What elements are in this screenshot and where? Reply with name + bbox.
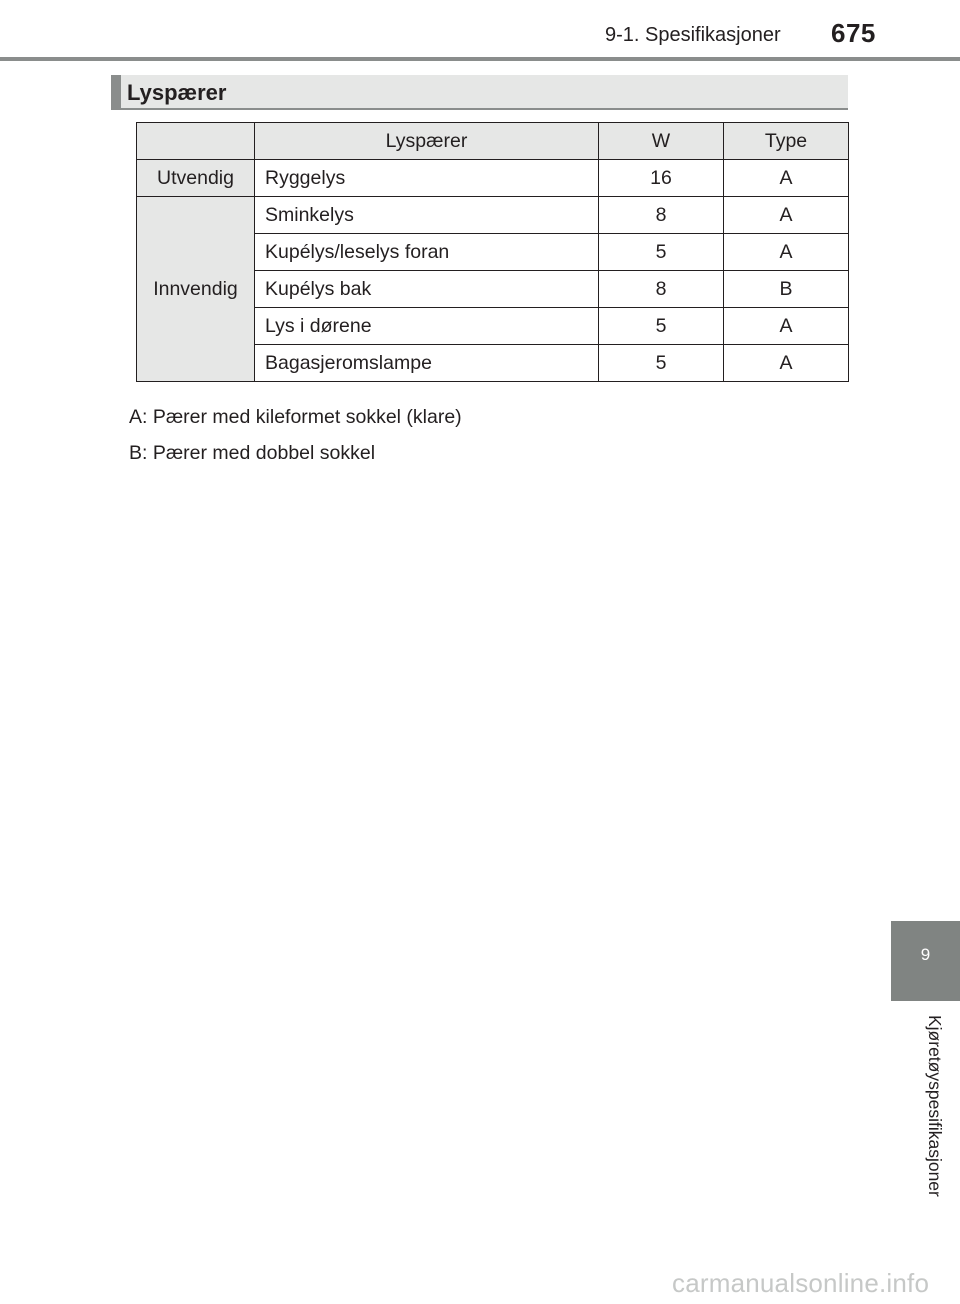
page-number: 675 [831, 18, 876, 48]
wattage-cell: 5 [599, 345, 724, 382]
table-header-cell: W [599, 123, 724, 160]
table-row [137, 160, 849, 197]
type-cell: A [724, 160, 849, 197]
type-cell: A [724, 308, 849, 345]
footnotes [129, 404, 462, 476]
wattage-cell: 5 [599, 234, 724, 271]
header-section-title: 9-1. Spesifikasjoner [605, 24, 781, 46]
chapter-number: 9 [920, 945, 931, 964]
table-header-cell: Type [724, 123, 849, 160]
footnote-a: A: Pærer med kileformet sokkel (klare) [129, 406, 462, 428]
wattage-cell: 5 [599, 308, 724, 345]
wattage-cell: 8 [599, 197, 724, 234]
footnote-b: B: Pærer med dobbel sokkel [129, 442, 376, 464]
bulb-name-cell: Ryggelys [255, 160, 599, 197]
bulb-name-cell: Kupélys/leselys foran [255, 234, 599, 271]
wattage-cell: 8 [599, 271, 724, 308]
table-header-cell: Lyspærer [255, 123, 599, 160]
watermark: carmanualsonline.info [672, 1268, 930, 1298]
type-cell: A [724, 234, 849, 271]
bulb-name-cell: Bagasjeromslampe [255, 345, 599, 382]
table-header-cell [137, 123, 255, 160]
wattage-cell: 16 [599, 160, 724, 197]
type-cell: A [724, 345, 849, 382]
category-cell: Utvendig [137, 160, 255, 197]
bulb-name-cell: Kupélys bak [255, 271, 599, 308]
bulb-name-cell: Sminkelys [255, 197, 599, 234]
table-row [137, 197, 849, 234]
type-cell: A [724, 197, 849, 234]
bulb-spec-table [136, 122, 849, 382]
category-cell: Innvendig [137, 197, 255, 382]
section-title: Lyspærer [127, 80, 227, 105]
chapter-tab [891, 921, 960, 1001]
bulb-name-cell: Lys i dørene [255, 308, 599, 345]
chapter-label: Kjøretøyspesifikasjoner [925, 1015, 945, 1197]
table-header-row [137, 123, 849, 160]
header-divider [0, 57, 960, 61]
type-cell: B [724, 271, 849, 308]
